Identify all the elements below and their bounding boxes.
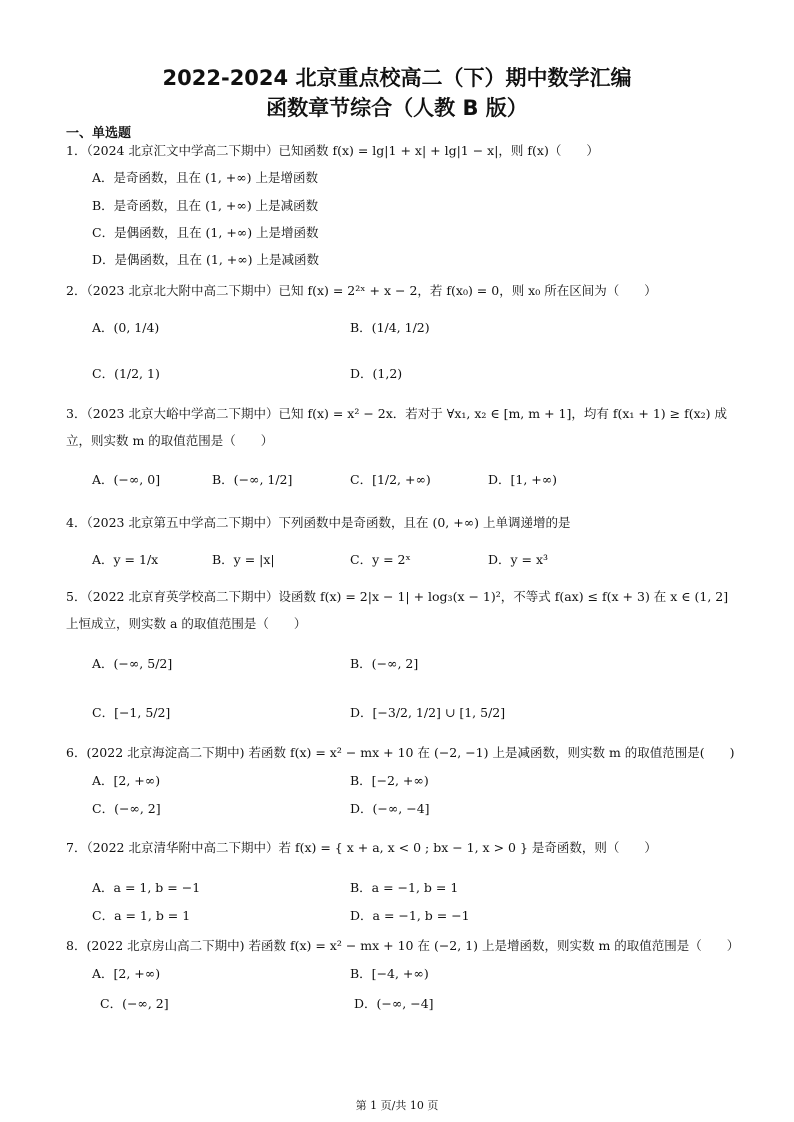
question-3-option-d: D．[1, +∞) — [488, 472, 558, 487]
question-1-option-c: C．是偶函数，且在 (1, +∞) 上是增函数 — [92, 225, 319, 240]
question-8-stem: 8．(2022 北京房山高二下期中) 若函数 f(x) = x² − mx + 10 在 (−2, 1) 上是增函数，则实数 m 的取值范围是（ ） — [66, 938, 740, 953]
question-6-option-b: B．[−2, +∞) — [350, 773, 429, 788]
question-1-option-b: B．是奇函数，且在 (1, +∞) 上是减函数 — [92, 198, 319, 213]
question-4-option-a: A．y = 1/x — [92, 552, 159, 567]
question-7-option-a: A．a = 1, b = −1 — [92, 880, 201, 895]
question-5-stem: 5．（2022 北京育英学校高二下期中）设函数 f(x) = 2|x − 1| + log₃(x − 1)²，不等式 f(ax) ≤ f(x + 3) 在 x ∈ (1, 2] — [66, 589, 729, 604]
question-3-stem: 3．（2023 北京大峪中学高二下期中）已知 f(x) = x² − 2x．若对于 ∀x₁, x₂ ∈ [m, m + 1]，均有 f(x₁ + 1) ≥ f(x₂) 成 — [66, 406, 727, 421]
question-5-option-c: C．[−1, 5/2] — [92, 705, 171, 720]
question-8-option-c: C．(−∞, 2] — [100, 996, 169, 1011]
question-6-option-a: A．[2, +∞) — [92, 773, 161, 788]
question-5-option-b: B．(−∞, 2] — [350, 656, 419, 671]
question-5-stem-continued: 上恒成立，则实数 a 的取值范围是（ ） — [66, 616, 307, 631]
question-7-option-d: D．a = −1, b = −1 — [350, 908, 470, 923]
question-3-option-c: C．[1/2, +∞) — [350, 472, 431, 487]
question-4-option-c: C．y = 2ˣ — [350, 552, 411, 567]
question-3-stem-continued: 立，则实数 m 的取值范围是（ ） — [66, 433, 274, 448]
question-1-option-d: D．是偶函数，且在 (1, +∞) 上是减函数 — [92, 252, 320, 267]
question-2-option-c: C．(1/2, 1) — [92, 366, 160, 381]
question-1-option-a: A．是奇函数，且在 (1, +∞) 上是增函数 — [92, 170, 319, 185]
section-heading: 一、单选题 — [66, 126, 132, 141]
question-2-option-a: A．(0, 1/4) — [92, 320, 160, 335]
question-2-stem: 2．（2023 北京北大附中高二下期中）已知 f(x) = 2²ˣ + x − 2，若 f(x₀) = 0，则 x₀ 所在区间为（ ） — [66, 283, 657, 298]
question-5-option-d: D．[−3/2, 1/2] ∪ [1, 5/2] — [350, 705, 506, 720]
document-title-line1: 2022-2024 北京重点校高二（下）期中数学汇编 — [162, 66, 632, 90]
question-8-option-b: B．[−4, +∞) — [350, 966, 429, 981]
question-3-option-a: A．(−∞, 0] — [92, 472, 161, 487]
question-4-option-b: B．y = |x| — [212, 552, 275, 567]
question-7-option-c: C．a = 1, b = 1 — [92, 908, 191, 923]
question-3-option-b: B．(−∞, 1/2] — [212, 472, 293, 487]
question-8-option-a: A．[2, +∞) — [92, 966, 161, 981]
question-4-option-d: D．y = x³ — [488, 552, 549, 567]
question-4-stem: 4．（2023 北京第五中学高二下期中）下列函数中是奇函数，且在 (0, +∞) 上单调递增的是 — [66, 515, 571, 530]
question-6-stem: 6．(2022 北京海淀高二下期中) 若函数 f(x) = x² − mx + 10 在 (−2, −1) 上是减函数，则实数 m 的取值范围是( ) — [66, 745, 735, 760]
question-2-option-b: B．(1/4, 1/2) — [350, 320, 430, 335]
question-6-option-c: C．(−∞, 2] — [92, 801, 161, 816]
question-7-option-b: B．a = −1, b = 1 — [350, 880, 459, 895]
question-2-option-d: D．(1,2) — [350, 366, 403, 381]
question-8-option-d: D．(−∞, −4] — [354, 996, 434, 1011]
question-7-stem: 7．（2022 北京清华附中高二下期中）若 f(x) = { x + a, x < 0 ; bx − 1, x > 0 } 是奇函数，则（ ） — [66, 840, 657, 855]
page-footer: 第 1 页/共 10 页 — [355, 1099, 439, 1112]
document-title-line2: 函数章节综合（人教 B 版） — [266, 96, 528, 120]
question-6-option-d: D．(−∞, −4] — [350, 801, 430, 816]
question-1-stem: 1．（2024 北京汇文中学高二下期中）已知函数 f(x) = lg|1 + x| + lg|1 − x|，则 f(x)（ ） — [66, 143, 599, 158]
question-5-option-a: A．(−∞, 5/2] — [92, 656, 173, 671]
